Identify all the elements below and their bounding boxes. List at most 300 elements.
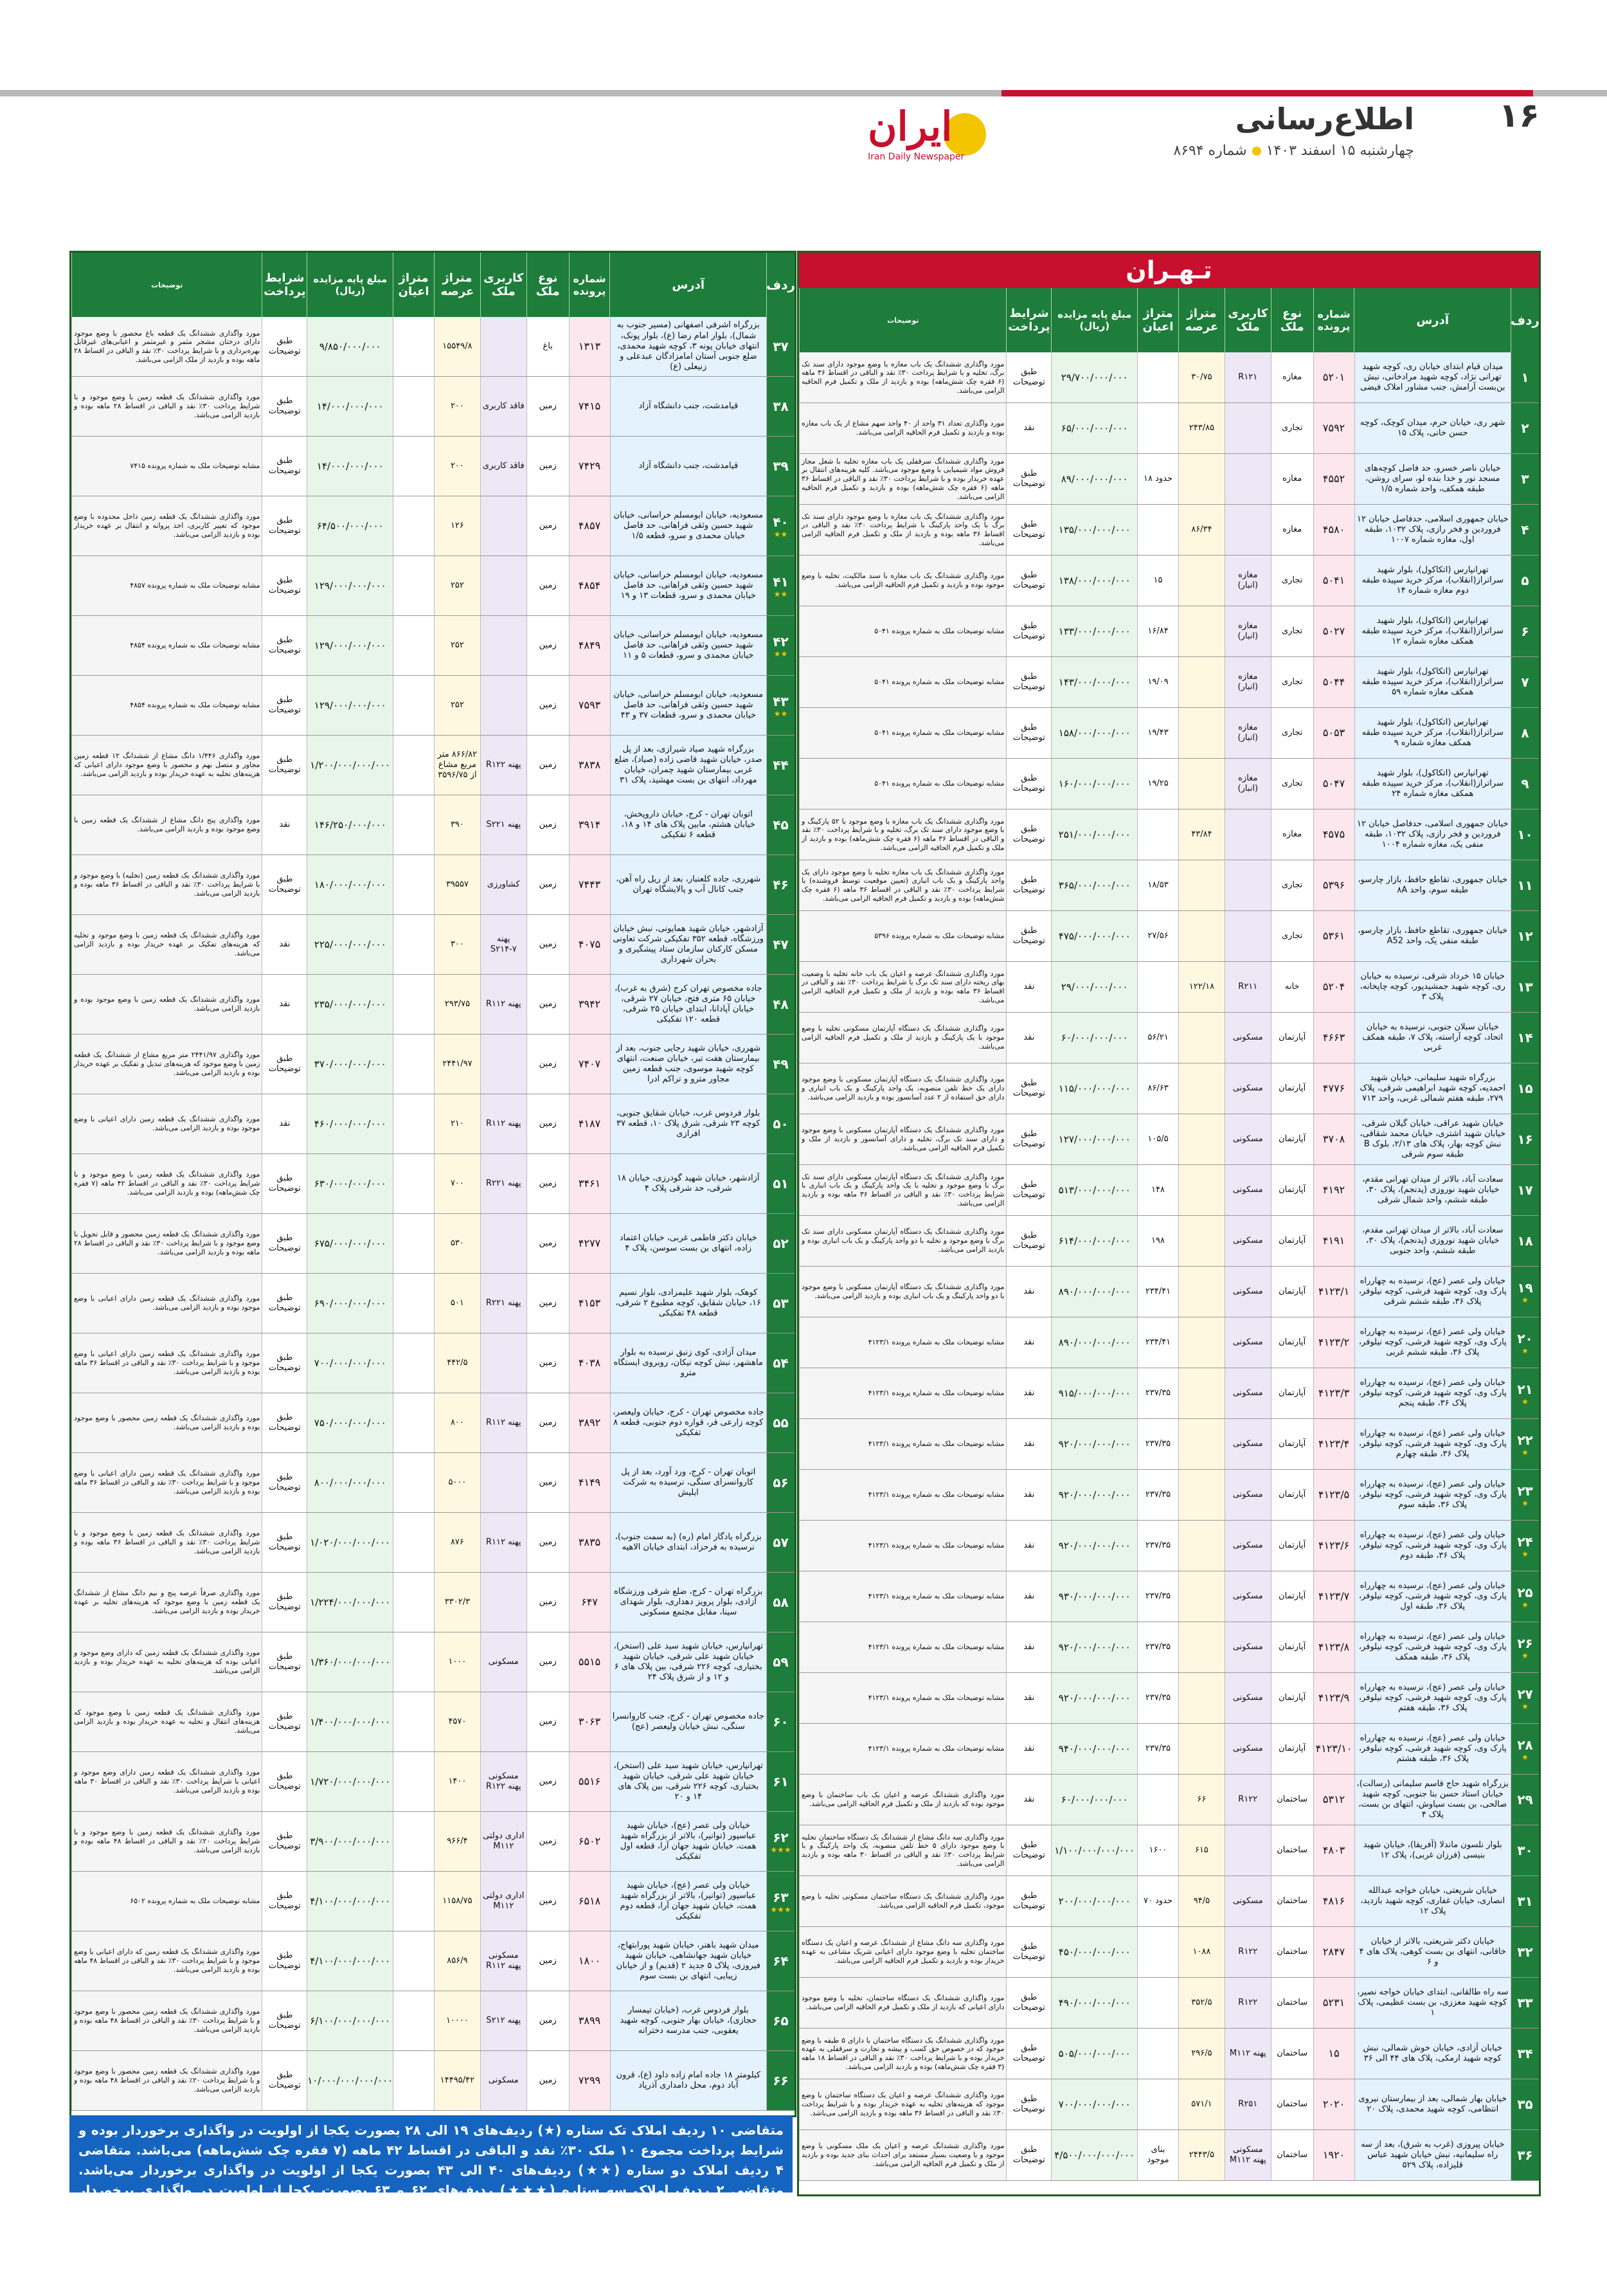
row-index-text: ۹ (1521, 775, 1529, 791)
row-usage: مسکونی (1225, 1419, 1271, 1469)
row-description: مورد واگذاری ششدانگ عرصه و اعیان یک دستگاه ساختمان با وضع موجود که هزینه‌های تخلیه به عهده خریدار بوده و با شرایط پرداخت ۳۰٪ نقد و الباقی در اقساط ۳۶ ماهه بوده و بازدید الزامی می‌باشد. (799, 2079, 1006, 2129)
row-index-text: ۴۰ (773, 514, 789, 530)
row-base-price: ۶۱۴/۰۰۰/۰۰۰/۰۰۰ (1051, 1216, 1137, 1266)
row-index-text: ۴ (1521, 521, 1529, 538)
row-building-area: ۲۳۷/۳۵ (1137, 1419, 1178, 1469)
col-land-area: متراژ عرصه (1178, 288, 1225, 352)
row-usage: پهنه R۱۱۲ (480, 975, 526, 1034)
col-address: آدرس (609, 253, 766, 317)
row-address: کیلومتر ۱۸ جاده امام زاده داود (ع)، قرون آباد دوم، محل دامداری آذرپاد (610, 2051, 767, 2110)
row-description: مشابه توضیحات ملک به شماره پرونده ۴۱۲۳/۱ (799, 1521, 1006, 1571)
row-description: مورد واگذاری ششدانگ یک باب مغازه با سند مالکیت، تخلیه با وضع موجود بوده و بازدید و تکمیل فرم الحاقیه الزامی می‌باشد. (799, 556, 1006, 606)
issue-info (1173, 143, 1414, 159)
row-description: مورد واگذاری ششدانگ یک قطعه زمین که دارای وضع موجود و اعیانی بوده که هزینه‌های تخلیه به عهده خریدار بوده و بازدید الزامی می‌باشد. (71, 1632, 262, 1692)
row-file-number: ۵۵۱۶ (569, 1752, 610, 1811)
row-terms: طبق توضیحات (1006, 1165, 1051, 1215)
row-address: تهرانپارس، خیابان شهید سید علی (استخر)، خیابان شهید علی شرقی، خیابان شهید بختیاری، کوچه ۲۲۶ شرقی، بین پلاک های ۶ و ۱۲ و از شرق پلاک ۲۴ (610, 1632, 767, 1692)
row-land-area (1178, 1419, 1225, 1469)
row-usage: پهنه R۲۲۱ (480, 1274, 526, 1333)
row-property-type: تجاری (1271, 403, 1313, 453)
row-usage: پهنه S۲۲۱ (480, 795, 526, 854)
row-file-number: ۴۸۵۴ (569, 556, 610, 615)
row-file-number: ۳۸۹۲ (569, 1393, 610, 1452)
row-index-text: ۴۵ (773, 817, 789, 833)
table-row (799, 403, 1539, 454)
row-terms: طبق توضیحات (1006, 1927, 1051, 1977)
row-file-number: ۵۲۰۱ (1313, 352, 1354, 402)
row-address: میدان شهید باهنر، خیابان شهید پورابتهاج، خیابان شهید جهانشاهی، خیابان شهید فیروزی، پلاک ۵ جدید ۲ (قدیم) و از خیابان زیبایی، انتهای بن بست سوم (610, 1931, 767, 1991)
row-index (1511, 911, 1539, 961)
row-property-type: زمین (526, 437, 569, 496)
row-index-text: ۵۸ (773, 1594, 789, 1610)
table-row (799, 606, 1539, 657)
table-row (799, 1521, 1539, 1571)
row-file-number: ۴۱۲۳/۲ (1313, 1317, 1354, 1368)
row-land-area (1178, 860, 1225, 910)
row-property-type: زمین (526, 616, 569, 675)
row-usage: R۱۲۲ (1225, 1775, 1271, 1825)
table-body (799, 352, 1539, 2181)
row-usage: مغازه (انبار) (1225, 708, 1271, 758)
row-description: مشابه توضیحات ملک به شماره پرونده ۵۰۴۱ (799, 606, 1006, 656)
row-index-text: ۶۲ (773, 1829, 789, 1845)
row-index-text: ۱۳ (1517, 979, 1533, 995)
row-base-price: ۱۱۵/۰۰۰/۰۰۰/۰۰۰ (1051, 1063, 1137, 1114)
table-header (71, 253, 795, 317)
row-land-area (1178, 759, 1225, 809)
row-index-text: ۳۷ (773, 338, 789, 354)
row-file-number: ۵۳۱۲ (1313, 1775, 1354, 1825)
row-file-number: ۴۱۹۱ (1313, 1216, 1354, 1266)
row-property-type: مغازه (1271, 352, 1313, 402)
row-building-area (393, 736, 434, 795)
row-building-area (393, 1931, 434, 1991)
row-building-area (393, 1393, 434, 1452)
row-base-price: ۵۱۳/۰۰۰/۰۰۰/۰۰۰ (1051, 1165, 1137, 1215)
row-base-price: ۴۵۰/۰۰۰/۰۰۰/۰۰۰ (1051, 1927, 1137, 1977)
row-description: مورد واگذاری ششدانگ یک قطعه زمین دارای اعیانی با وضع موجود و با شرایط پرداخت ۳۰٪ نقد و الباقی در اقساط ۳۶ ماهه بوده و بازدید الزامی می‌باشد. (71, 1333, 262, 1393)
row-description: مورد واگذاری ششدانگ یک دستگاه ساختمان، تخلیه با وضع موجود دارای اعیانی که بازدید از ملک و تکمیل فرم الحاقیه الزامی می‌باشد. (799, 1978, 1006, 2028)
row-file-number: ۵۰۴۱ (1313, 556, 1354, 606)
row-terms: طبق توضیحات (262, 1812, 307, 1871)
table-row (799, 1114, 1539, 1165)
row-building-area: ۱۶۰۰ (1137, 1825, 1178, 1876)
row-file-number: ۴۰۷۵ (569, 915, 610, 974)
row-address: مسعودیه، خیابان ابومسلم خراسانی، خیابان شهید حسین وثقی فراهانی، حد فاصل خیابان محمدی و سرو، قطعه ۱/۵ (610, 496, 767, 556)
row-base-price: ۱/۰۲۰/۰۰۰/۰۰۰/۰۰۰ (307, 1513, 393, 1572)
logo-subtext: Iran Daily Newspaper (868, 152, 965, 162)
row-index (766, 1035, 795, 1094)
row-terms: طبق توضیحات (1006, 454, 1051, 504)
row-usage: مغازه (انبار) (1225, 556, 1271, 606)
table-row (71, 1274, 795, 1333)
row-terms: طبق توضیحات (1006, 1825, 1051, 1876)
row-index-text: ۴۸ (773, 996, 789, 1012)
row-address: بزرگراه اشرفی اصفهانی (مسیر جنوب به شمال)، بلوار امام رضا (ع)، بلوار پونک، انتهای خیابان پونه ۳، کوچه شهید محمدی، ضلع جنوبی آستان امامزادگان عبدعلی و زنیعلی (ع) (610, 317, 767, 376)
row-land-area: ۸۶/۳۴ (1178, 505, 1225, 555)
row-base-price: ۶۹۰/۰۰۰/۰۰۰/۰۰۰ (307, 1274, 393, 1333)
row-base-price: ۱۵۸/۰۰۰/۰۰۰/۰۰۰ (1051, 708, 1137, 758)
row-index-text: ۲۰ (1517, 1330, 1533, 1346)
row-land-area: ۲۴۴۱/۹۷ (434, 1035, 480, 1094)
row-usage: R۲۵۱ (1225, 2079, 1271, 2129)
row-base-price: ۱۲۹/۰۰۰/۰۰۰/۰۰۰ (307, 556, 393, 615)
table-row (71, 1094, 795, 1154)
row-base-price: ۶۷۵/۰۰۰/۰۰۰/۰۰۰ (307, 1214, 393, 1273)
table-row (799, 1165, 1539, 1216)
row-address: بزرگراه شهید حاج قاسم سلیمانی (رسالت)، خیابان استاد حسن بنا جنوبی، کوچه شهید صالحی، بن بست سیاوش، انتهای بن بست، پلاک ۴ (1354, 1775, 1511, 1825)
row-terms: طبق توضیحات (262, 496, 307, 556)
row-terms: طبق توضیحات (262, 676, 307, 735)
table-row (71, 616, 795, 676)
priority-star-icon: ★ (1522, 1650, 1529, 1660)
row-address: تهرانپارس (اتکاکول)، بلوار شهید سراتراز(انقلاب)، مرکز خرید سپیده طبقه دوم مغازه شماره ۱۴ (1354, 556, 1511, 606)
row-terms: طبق توضیحات (1006, 1114, 1051, 1164)
priority-star-icon: ★ (1522, 1295, 1529, 1305)
row-property-type: مغازه (1271, 505, 1313, 555)
row-index-text: ۶۴ (773, 1953, 789, 1969)
row-property-type: زمین (526, 1035, 569, 1094)
row-base-price: ۹۱۵/۰۰۰/۰۰۰/۰۰۰ (1051, 1368, 1137, 1418)
table-row (799, 2029, 1539, 2079)
row-file-number: ۴۱۹۲ (1313, 1165, 1354, 1215)
row-description: مورد واگذاری ششدانگ یک دستگاه آپارتمان مسکونی با وضع موجود دارای یک خط تلفن منصوبه، یک واحد پارکینگ و یک باب انباری و دارای حق استفاده از ۲ عدد آسانسور بوده و بازدید الزامی می‌باشد. (799, 1063, 1006, 1114)
row-file-number: ۳۴۶۱ (569, 1154, 610, 1213)
row-land-area: ۲۹۶/۵ (1178, 2029, 1225, 2079)
row-terms: طبق توضیحات (262, 1274, 307, 1333)
col-type: نوع ملک (526, 253, 569, 317)
row-land-area (1178, 454, 1225, 504)
row-index (766, 437, 795, 496)
row-base-price: ۴۷۵/۰۰۰/۰۰۰/۰۰۰ (1051, 911, 1137, 961)
row-index (1511, 1470, 1539, 1520)
row-file-number: ۴۱۲۳/۱۰ (1313, 1724, 1354, 1774)
row-land-area: ۲۱۰ (434, 1094, 480, 1153)
row-land-area (1178, 1114, 1225, 1164)
row-index (766, 795, 795, 854)
row-index-text: ۴۷ (773, 936, 789, 952)
row-usage: مسکونی (1225, 1368, 1271, 1418)
priority-star-icon: ★ (1522, 1600, 1529, 1609)
row-usage: مسکونی (1225, 1063, 1271, 1114)
row-index-text: ۲۳ (1517, 1483, 1533, 1499)
row-usage (480, 1035, 526, 1094)
row-property-type: زمین (526, 1632, 569, 1692)
table-row (799, 809, 1539, 860)
row-property-type: ساختمان (1271, 2029, 1313, 2079)
table-row (71, 1513, 795, 1573)
row-building-area (393, 1692, 434, 1751)
table-row (71, 676, 795, 736)
row-index-text: ۴۶ (773, 876, 789, 892)
row-usage (480, 1573, 526, 1632)
row-file-number: ۵۰۴۷ (1313, 759, 1354, 809)
table-row (799, 1571, 1539, 1622)
row-usage: مسکونی (1225, 1267, 1271, 1317)
row-index (1511, 1368, 1539, 1418)
row-description: مورد واگذاری ششدانگ یک دستگاه آپارتمان مسکونی تخلیه با وضع موجود با یک پارکینگ و بازدید از ملک و تکمیل فرم الحاقیه الزامی می‌باشد. (799, 1013, 1006, 1063)
row-land-area: ۱۰۰۰ (434, 1632, 480, 1692)
row-usage (1225, 911, 1271, 961)
row-index (766, 1453, 795, 1512)
row-index-text: ۳۰ (1517, 1842, 1533, 1858)
row-land-area: ۲۴۳/۸۵ (1178, 403, 1225, 453)
priority-star-icon: ★★ (773, 709, 788, 718)
row-description: مورد واگذاری ششدانگ یک قطعه زمین داخل محدوده با وضع موجود که تغییر کاربری، اخذ پروانه و انتقال بر عهده خریدار بوده و بازدید الزامی می‌باشد. (71, 496, 262, 556)
row-description: مورد واگذاری ششدانگ یک قطعه زمین دارای وضع موجود و اعیانی با شرایط پرداخت ۳۰٪ نقد و الباقی در اقساط ۳۰ ماهه بوده و بازدید الزامی می‌باشد. (71, 1752, 262, 1811)
row-address: خیابان ولی عصر (عج)، نرسیده به چهارراه پارک وی، کوچه شهید فرشی، کوچه نیلوفر، پلاک ۳۶، طبقه ششم شرقی (1354, 1267, 1511, 1317)
row-terms: طبق توضیحات (262, 1632, 307, 1692)
row-base-price: ۸۹۰/۰۰۰/۰۰۰/۰۰۰ (1051, 1267, 1137, 1317)
row-address: خیابان ولی عصر (عج)، نرسیده به چهارراه پارک وی، کوچه شهید فرشی، کوچه نیلوفر، پلاک ۳۶، طبقه هفتم (1354, 1673, 1511, 1723)
table-header (799, 288, 1539, 352)
priority-star-icon: ★ (1522, 1701, 1529, 1711)
row-index (766, 317, 795, 376)
row-description: مورد واگذاری تعداد ۳۱ واحد از ۴۰ واحد سهم مشاع از یک باب مغازه بوده و بازدید و تکمیل فرم الحاقیه الزامی می‌باشد. (799, 403, 1006, 453)
row-terms: طبق توضیحات (262, 1752, 307, 1811)
row-terms: طبق توضیحات (262, 1393, 307, 1452)
row-land-area: ۳۰۰ (434, 915, 480, 974)
row-description: مورد واگذاری ششدانگ یک قطعه زمین محصور با وضع موجود بوده و بازدید الزامی می‌باشد. (71, 1393, 262, 1452)
newspaper-logo (868, 103, 983, 167)
row-address: بزرگراه یادگار امام (ره) (به سمت جنوب)، نرسیده به فرحزاد، ابتدای خیابان الاهیه (610, 1513, 767, 1572)
row-address: خیابان سبلان جنوبی، نرسیده به خیابان اتحاد، کوچه آراسته، پلاک ۷، طبقه همکف غربی (1354, 1013, 1511, 1063)
row-base-price: ۶۰/۰۰۰/۰۰۰/۰۰۰ (1051, 1013, 1137, 1063)
row-index (1511, 1063, 1539, 1114)
row-file-number: ۶۵۱۸ (569, 1872, 610, 1931)
row-description: مورد واگذاری ششدانگ یک قطعه زمین با وضع موجود که هزینه‌های انتقال و تخلیه به عهده خریدار بوده و بازدید الزامی می‌باشد. (71, 1692, 262, 1751)
row-building-area: ۱۸/۵۳ (1137, 860, 1178, 910)
row-terms: طبق توضیحات (262, 377, 307, 436)
row-base-price: ۲۲۵/۰۰۰/۰۰۰/۰۰۰ (307, 915, 393, 974)
row-index-text: ۴۱ (773, 574, 789, 590)
row-property-type: آپارتمان (1271, 1317, 1313, 1368)
row-property-type: زمین (526, 676, 569, 735)
row-address: آزادشهر، خیابان شهید گودرزی، خیابان ۱۸ شرقی، حد شرقی پلاک ۴ (610, 1154, 767, 1213)
row-index (766, 377, 795, 436)
row-base-price: ۱/۲۲۴/۰۰۰/۰۰۰/۰۰۰ (307, 1573, 393, 1632)
row-description: مورد واگذاری ششدانگ عرصه و اعیان یک ملک مسکونی با وضع موجود و با وضعیت بسیار مستعد برای احداث بنای جدید بوده و بازدید از ملک و تکمیل فرم الحاقیه الزامی می‌باشد. (799, 2130, 1006, 2180)
row-base-price: ۱۳۸/۰۰۰/۰۰۰/۰۰۰ (1051, 556, 1137, 606)
row-terms: نقد (1006, 1724, 1051, 1774)
row-file-number: ۳۷۰۸ (1313, 1114, 1354, 1164)
row-description: مورد واگذاری ششدانگ یک دستگاه ساختمان مسکونی تخلیه با وضع موجود، تکمیل فرم الحاقیه الزامی می‌باشد. (799, 1876, 1006, 1926)
row-usage: مسکونی (1225, 1521, 1271, 1571)
row-land-area: ۷۰۰ (434, 1154, 480, 1213)
row-terms: نقد (1006, 1622, 1051, 1672)
row-index-text: ۲۹ (1517, 1791, 1533, 1807)
row-terms: طبق توضیحات (262, 1931, 307, 1991)
row-index-text: ۳۹ (773, 458, 789, 474)
row-building-area (1137, 1978, 1178, 2028)
row-base-price: ۹۲۰/۰۰۰/۰۰۰/۰۰۰ (1051, 1521, 1137, 1571)
row-index-text: ۳۸ (773, 398, 789, 414)
table-row (71, 437, 795, 496)
row-address: خیابان ۱۵ خرداد شرقی، نرسیده به خیابان ری، کوچه شهید جمشیدپور، کوچه چاپخانه، پلاک ۳ (1354, 962, 1511, 1012)
row-file-number: ۴۵۵۲ (1313, 454, 1354, 504)
issue-number: شماره ۸۶۹۴ (1173, 143, 1247, 159)
table-row (71, 1393, 795, 1453)
row-description: مشابه توضیحات ملک به شماره پرونده ۷۴۱۵ (71, 437, 262, 496)
row-index-text: ۵ (1521, 572, 1529, 588)
row-property-type: زمین (526, 1692, 569, 1751)
row-base-price: ۴۹۰/۰۰۰/۰۰۰/۰۰۰ (1051, 1978, 1137, 2028)
row-description: مورد واگذاری ششدانگ یک قطعه زمین (تخلیه) با وضع موجود و با شرایط پرداخت ۳۰٪ نقد و الباقی در اقساط ۳۶ ماهه بوده و بازدید الزامی می‌باشد. (71, 855, 262, 914)
row-property-type: آپارتمان (1271, 1114, 1313, 1164)
row-description: مورد واگذاری پنج دانگ مشاع از ششدانگ یک قطعه زمین با وضع موجود بوده و بازدید الزامی می‌باشد. (71, 795, 262, 854)
row-index-text: ۳۲ (1517, 1944, 1533, 1960)
row-address: خیابان شریعتی، خیابان خواجه عبدالله انصاری، خیابان غفاری، کوچه شهید بازدید، پلاک ۱۲ (1354, 1876, 1511, 1926)
row-terms: نقد (1006, 1470, 1051, 1520)
row-building-area (393, 1573, 434, 1632)
row-building-area (393, 1991, 434, 2050)
row-usage: فاقد کاربری (480, 377, 526, 436)
section-title: اطلاع‌رسانی (1235, 102, 1414, 136)
row-index (1511, 1876, 1539, 1926)
row-land-area: ۲۵۲ (434, 616, 480, 675)
row-base-price: ۱/۴۰۰/۰۰۰/۰۰۰/۰۰۰ (307, 1692, 393, 1751)
row-description: مورد واگذاری ششدانگ یک دستگاه آپارتمان مسکونی دارای سند تک برگ با وضع موجود و تخلیه با یک واحد پارکینگ و یک باب انباری با شرایط پرداخت ۳۰٪ نقد و الباقی در اقساط ۳۶ ماهه بوده و بازدید الزامی می‌باشد. (799, 1165, 1006, 1215)
row-terms: طبق توضیحات (262, 1692, 307, 1751)
row-file-number: ۴۵۷۵ (1313, 809, 1354, 860)
row-address: خیابان پیروزی (غرب به شرق)، بعد از سه راه سلیمانیه، نبش خیابان شهید عباس قلیزاده، پلاک ۵۲۹ (1354, 2130, 1511, 2180)
row-land-area: ۱۰۸۸ (1178, 1927, 1225, 1977)
table-row (799, 1063, 1539, 1114)
row-property-type: آپارتمان (1271, 1521, 1313, 1571)
row-file-number: ۱۵ (1313, 2029, 1354, 2079)
table-row (71, 1692, 795, 1752)
row-file-number: ۵۰۵۳ (1313, 708, 1354, 758)
row-land-area (1178, 1216, 1225, 1266)
priority-star-icon: ★ (1522, 1498, 1529, 1508)
row-land-area (1178, 1267, 1225, 1317)
row-building-area: ۲۳۴/۴۱ (1137, 1317, 1178, 1368)
row-address: قیامدشت، جنب دانشگاه آزاد (610, 437, 767, 496)
row-land-area: ۹۴/۵ (1178, 1876, 1225, 1926)
row-base-price: ۹۴۰/۰۰۰/۰۰۰/۰۰۰ (1051, 1724, 1137, 1774)
table-row (71, 317, 795, 377)
row-description: مشابه توضیحات ملک به شماره پرونده ۵۳۹۶ (799, 911, 1006, 961)
row-usage: پهنه S۲۱۲ (480, 1991, 526, 2050)
row-usage: مسکونی (480, 2051, 526, 2110)
row-usage: مسکونی (1225, 1216, 1271, 1266)
table-row (799, 1317, 1539, 1368)
row-land-area (1178, 911, 1225, 961)
row-base-price: ۱۲۷/۰۰۰/۰۰۰/۰۰۰ (1051, 1114, 1137, 1164)
row-file-number: ۴۸۱۶ (1313, 1876, 1354, 1926)
row-property-type: آپارتمان (1271, 1419, 1313, 1469)
row-base-price: ۳/۹۰۰/۰۰۰/۰۰۰/۰۰۰ (307, 1812, 393, 1871)
row-index-text: ۲۷ (1517, 1686, 1533, 1702)
row-land-area (1178, 1673, 1225, 1723)
row-terms: طبق توضیحات (1006, 1978, 1051, 2028)
table-row (71, 1573, 795, 1632)
row-land-area: ۵۰۱ (434, 1274, 480, 1333)
row-terms: نقد (1006, 1419, 1051, 1469)
table-row (799, 1724, 1539, 1775)
row-index (766, 1812, 795, 1871)
row-building-area (393, 1872, 434, 1931)
row-address: خیابان ولی عصر (عج)، نرسیده به چهارراه پارک وی، کوچه شهید فرشی، کوچه نیلوفر، پلاک ۳۶، طبقه ششم غربی (1354, 1317, 1511, 1368)
row-building-area (1137, 403, 1178, 453)
row-building-area: ۱۵ (1137, 556, 1178, 606)
row-address: خیابان ولی عصر (عج)، نرسیده به چهارراه پارک وی، کوچه شهید فرشی، کوچه نیلوفر، پلاک ۳۶، طبقه همکف (1354, 1622, 1511, 1672)
table-row (799, 556, 1539, 606)
row-property-type: زمین (526, 855, 569, 914)
row-address: خیابان جمهوری اسلامی، حدفاصل خیابان ۱۲ فروردین و فخر رازی، پلاک ۱۰۳۲، طبقه منفی یک، مغازه شماره ۱۰۰۴ (1354, 809, 1511, 860)
row-property-type: تجاری (1271, 911, 1313, 961)
row-index-text: ۱۹ (1517, 1279, 1533, 1296)
priority-star-icon: ★★★ (770, 1904, 791, 1914)
row-base-price: ۱۲۹/۰۰۰/۰۰۰/۰۰۰ (307, 676, 393, 735)
row-property-type: زمین (526, 1752, 569, 1811)
row-index-text: ۲۸ (1517, 1737, 1533, 1753)
col-file: شماره پرونده (1313, 288, 1354, 352)
row-address: قیامدشت، جنب دانشگاه آزاد (610, 377, 767, 436)
row-description: مورد واگذاری ششدانگ یک قطعه زمین با وضع موجود و با شرایط پرداخت ۳۰٪ نقد و الباقی در اقساط ۳۶ ماهه بوده و بازدید الزامی می‌باشد. (71, 1513, 262, 1572)
row-property-type: مغازه (1271, 454, 1313, 504)
col-land-area: متراژ عرصه (434, 253, 480, 317)
row-base-price: ۶/۱۰۰/۰۰۰/۰۰۰/۰۰۰ (307, 1991, 393, 2050)
row-file-number: ۵۰۲۷ (1313, 606, 1354, 656)
row-building-area: ۱۴۸ (1137, 1165, 1178, 1215)
row-index (1511, 556, 1539, 606)
row-land-area (1178, 657, 1225, 707)
row-land-area: ۸۵۶/۹ (434, 1931, 480, 1991)
row-property-type: زمین (526, 915, 569, 974)
row-property-type: آپارتمان (1271, 1622, 1313, 1672)
row-file-number: ۴۱۲۳/۸ (1313, 1622, 1354, 1672)
row-index (1511, 657, 1539, 707)
row-base-price: ۶۳۰/۰۰۰/۰۰۰/۰۰۰ (307, 1154, 393, 1213)
row-property-type: تجاری (1271, 657, 1313, 707)
row-file-number: ۶۴۷ (569, 1573, 610, 1632)
row-base-price: ۱۶۰/۰۰۰/۰۰۰/۰۰۰ (1051, 759, 1137, 809)
row-building-area (393, 556, 434, 615)
row-description: مورد واگذاری ششدانگ یک باب مغازه با وضع موجود با ۵۲ پارکینگ و با وضع موجود دارای سند تک برگ، تخلیه و با شرایط پرداخت ۳۰٪ نقد و الباقی در اقساط ۳۶ ماهه (۶ فقره چک شش‌ماهه) بوده و بازدید از ملک و تکمیل فرم الحاقیه الزامی می‌باشد. (799, 809, 1006, 860)
row-building-area: ۱۰۵/۵ (1137, 1114, 1178, 1164)
table-row (71, 1154, 795, 1214)
row-index (1511, 1317, 1539, 1368)
row-usage: پهنه R۲۲۱ (480, 1154, 526, 1213)
row-terms: طبق توضیحات (1006, 1876, 1051, 1926)
row-index-text: ۱۸ (1517, 1233, 1533, 1249)
row-base-price: ۸۹۰/۰۰۰/۰۰۰/۰۰۰ (1051, 1317, 1137, 1368)
row-index (1511, 708, 1539, 758)
row-index (1511, 1216, 1539, 1266)
row-index-text: ۵۵ (773, 1415, 789, 1431)
row-address: سه راه طالقانی، ابتدای خیابان خواجه نصیر، کوچه شهید معززی، بن بست عظیمی، پلاک ۱ (1354, 1978, 1511, 2028)
row-building-area: ۲۳۷/۳۵ (1137, 1368, 1178, 1418)
row-base-price: ۳۶۵/۰۰۰/۰۰۰/۰۰۰ (1051, 860, 1137, 910)
priority-footnote: متقاضی ۱۰ ردیف املاک تک ستاره (★) ردیف‌های ۱۹ الی ۲۸ بصورت یکجا از اولویت در واگذاری برخوردار بوده و شرایط پرداخت مجموع ۱۰ ملک ۳۰٪ نقد و الباقی در اقساط ۴۲ ماهه (۷ فقره چک شش‌ماهه) می‌باشد. متقاضی ۴ ردیف املاک دو ستاره (★★) ردیف‌های ۴۰ الی ۴۳ بصورت یکجا از اولویت در واگذاری برخوردار می‌باشد. متقاضی ۲ ردیف املاک سه ستاره (★★★) ردیف‌های ۶۲ و ۶۳ بصورت یکجا از اولویت در واگذاری برخوردار می‌باشد. (69, 2115, 793, 2192)
row-file-number: ۷۴۲۹ (569, 437, 610, 496)
row-building-area: ۲۳۷/۳۵ (1137, 1724, 1178, 1774)
row-property-type: زمین (526, 377, 569, 436)
row-building-area (393, 1632, 434, 1692)
row-description: مورد واگذاری ۱/۴۴۶ دانگ مشاع از ششدانگ ۱۲ قطعه زمین مجاور و متصل بهم و محصور با وضع موجود دارای اعیانی که هزینه‌های تخلیه به عهده خریدار بوده و بازدید الزامی می‌باشد. (71, 736, 262, 795)
row-usage: پهنه R۱۱۲ (480, 1513, 526, 1572)
row-description: مورد واگذاری ششدانگ یک قطعه زمین دارای اعیانی با وضع موجود و با شرایط پرداخت ۳۰٪ نقد و الباقی در اقساط ۳۶ ماهه بوده و بازدید الزامی می‌باشد. (71, 1453, 262, 1512)
row-usage (480, 1453, 526, 1512)
row-land-area: ۵۷۱/۱ (1178, 2079, 1225, 2129)
priority-star-icon: ★★ (773, 529, 788, 539)
row-index-text: ۱ (1521, 369, 1529, 385)
row-index (1511, 352, 1539, 402)
row-index-text: ۸ (1521, 725, 1529, 741)
row-property-type: زمین (526, 1872, 569, 1931)
row-terms: طبق توضیحات (262, 437, 307, 496)
